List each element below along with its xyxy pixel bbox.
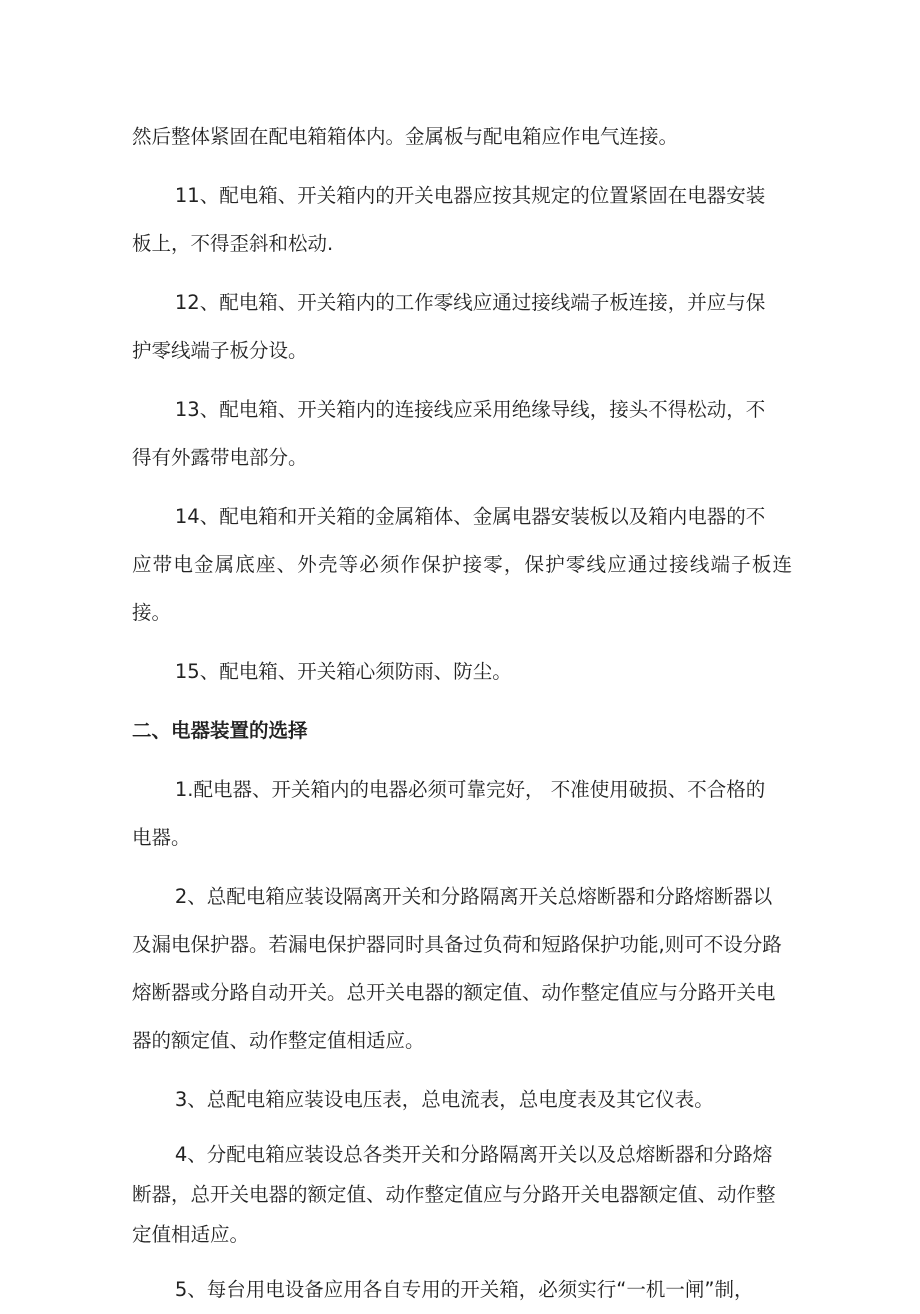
section-paragraph-1: 1.配电器、开关箱内的电器必须可靠完好， 不准使用破损、不合格的 电器。 xyxy=(132,778,766,849)
section-heading: 二、电器装置的选择 xyxy=(132,719,308,742)
paragraph-item-12: 12、配电箱、开关箱内的工作零线应通过接线端子板连接，并应与保 护零线端子板分设。 xyxy=(132,291,766,362)
paragraph-item-15: 15、配电箱、开关箱心须防雨、防尘。 xyxy=(174,660,512,683)
paragraph-item-11: 11、配电箱、开关箱内的开关电器应按其规定的位置紧固在电器安装 板上，不得歪斜和松动. xyxy=(132,184,766,255)
paragraph-item-13: 13、配电箱、开关箱内的连接线应采用绝缘导线，接头不得松动，不 得有外露带电部分。 xyxy=(132,398,766,469)
paragraph-continuation: 然后整体紧固在配电箱箱体内。金属板与配电箱应作电气连接。 xyxy=(132,125,679,148)
paragraph-item-14: 14、配电箱和开关箱的金属箱体、金属电器安装板以及箱内电器的不 应带电金属底座、外壳等必须作保护接零，保护零线应通过接线端子板连接。 xyxy=(132,505,792,624)
section-paragraph-2: 2、总配电箱应装设隔离开关和分路隔离开关总熔断器和分路熔断器以 及漏电保护器。若漏电保护器同时具备过负荷和短路保护功能,则可不设分路 熔断器或分路自动开关。总开关电器的额定值、动作整定值应与分路开关电 器的额定值、动作整定值相适应。 xyxy=(132,885,782,1052)
section-paragraph-3: 3、总配电箱应装设电压表，总电流表，总电度表及其它仪表。 xyxy=(174,1088,714,1111)
section-paragraph-5: 5、每台用电设备应用各自专用的开关箱，必须实行“一机一闸”制， xyxy=(174,1278,754,1301)
section-paragraph-4: 4、分配电箱应装设总各类开关和分路隔离开关以及总熔断器和分路熔 断器，总开关电器的额定值、动作整定值应与分路开关电器额定值、动作整 定值相适应。 xyxy=(132,1143,776,1246)
